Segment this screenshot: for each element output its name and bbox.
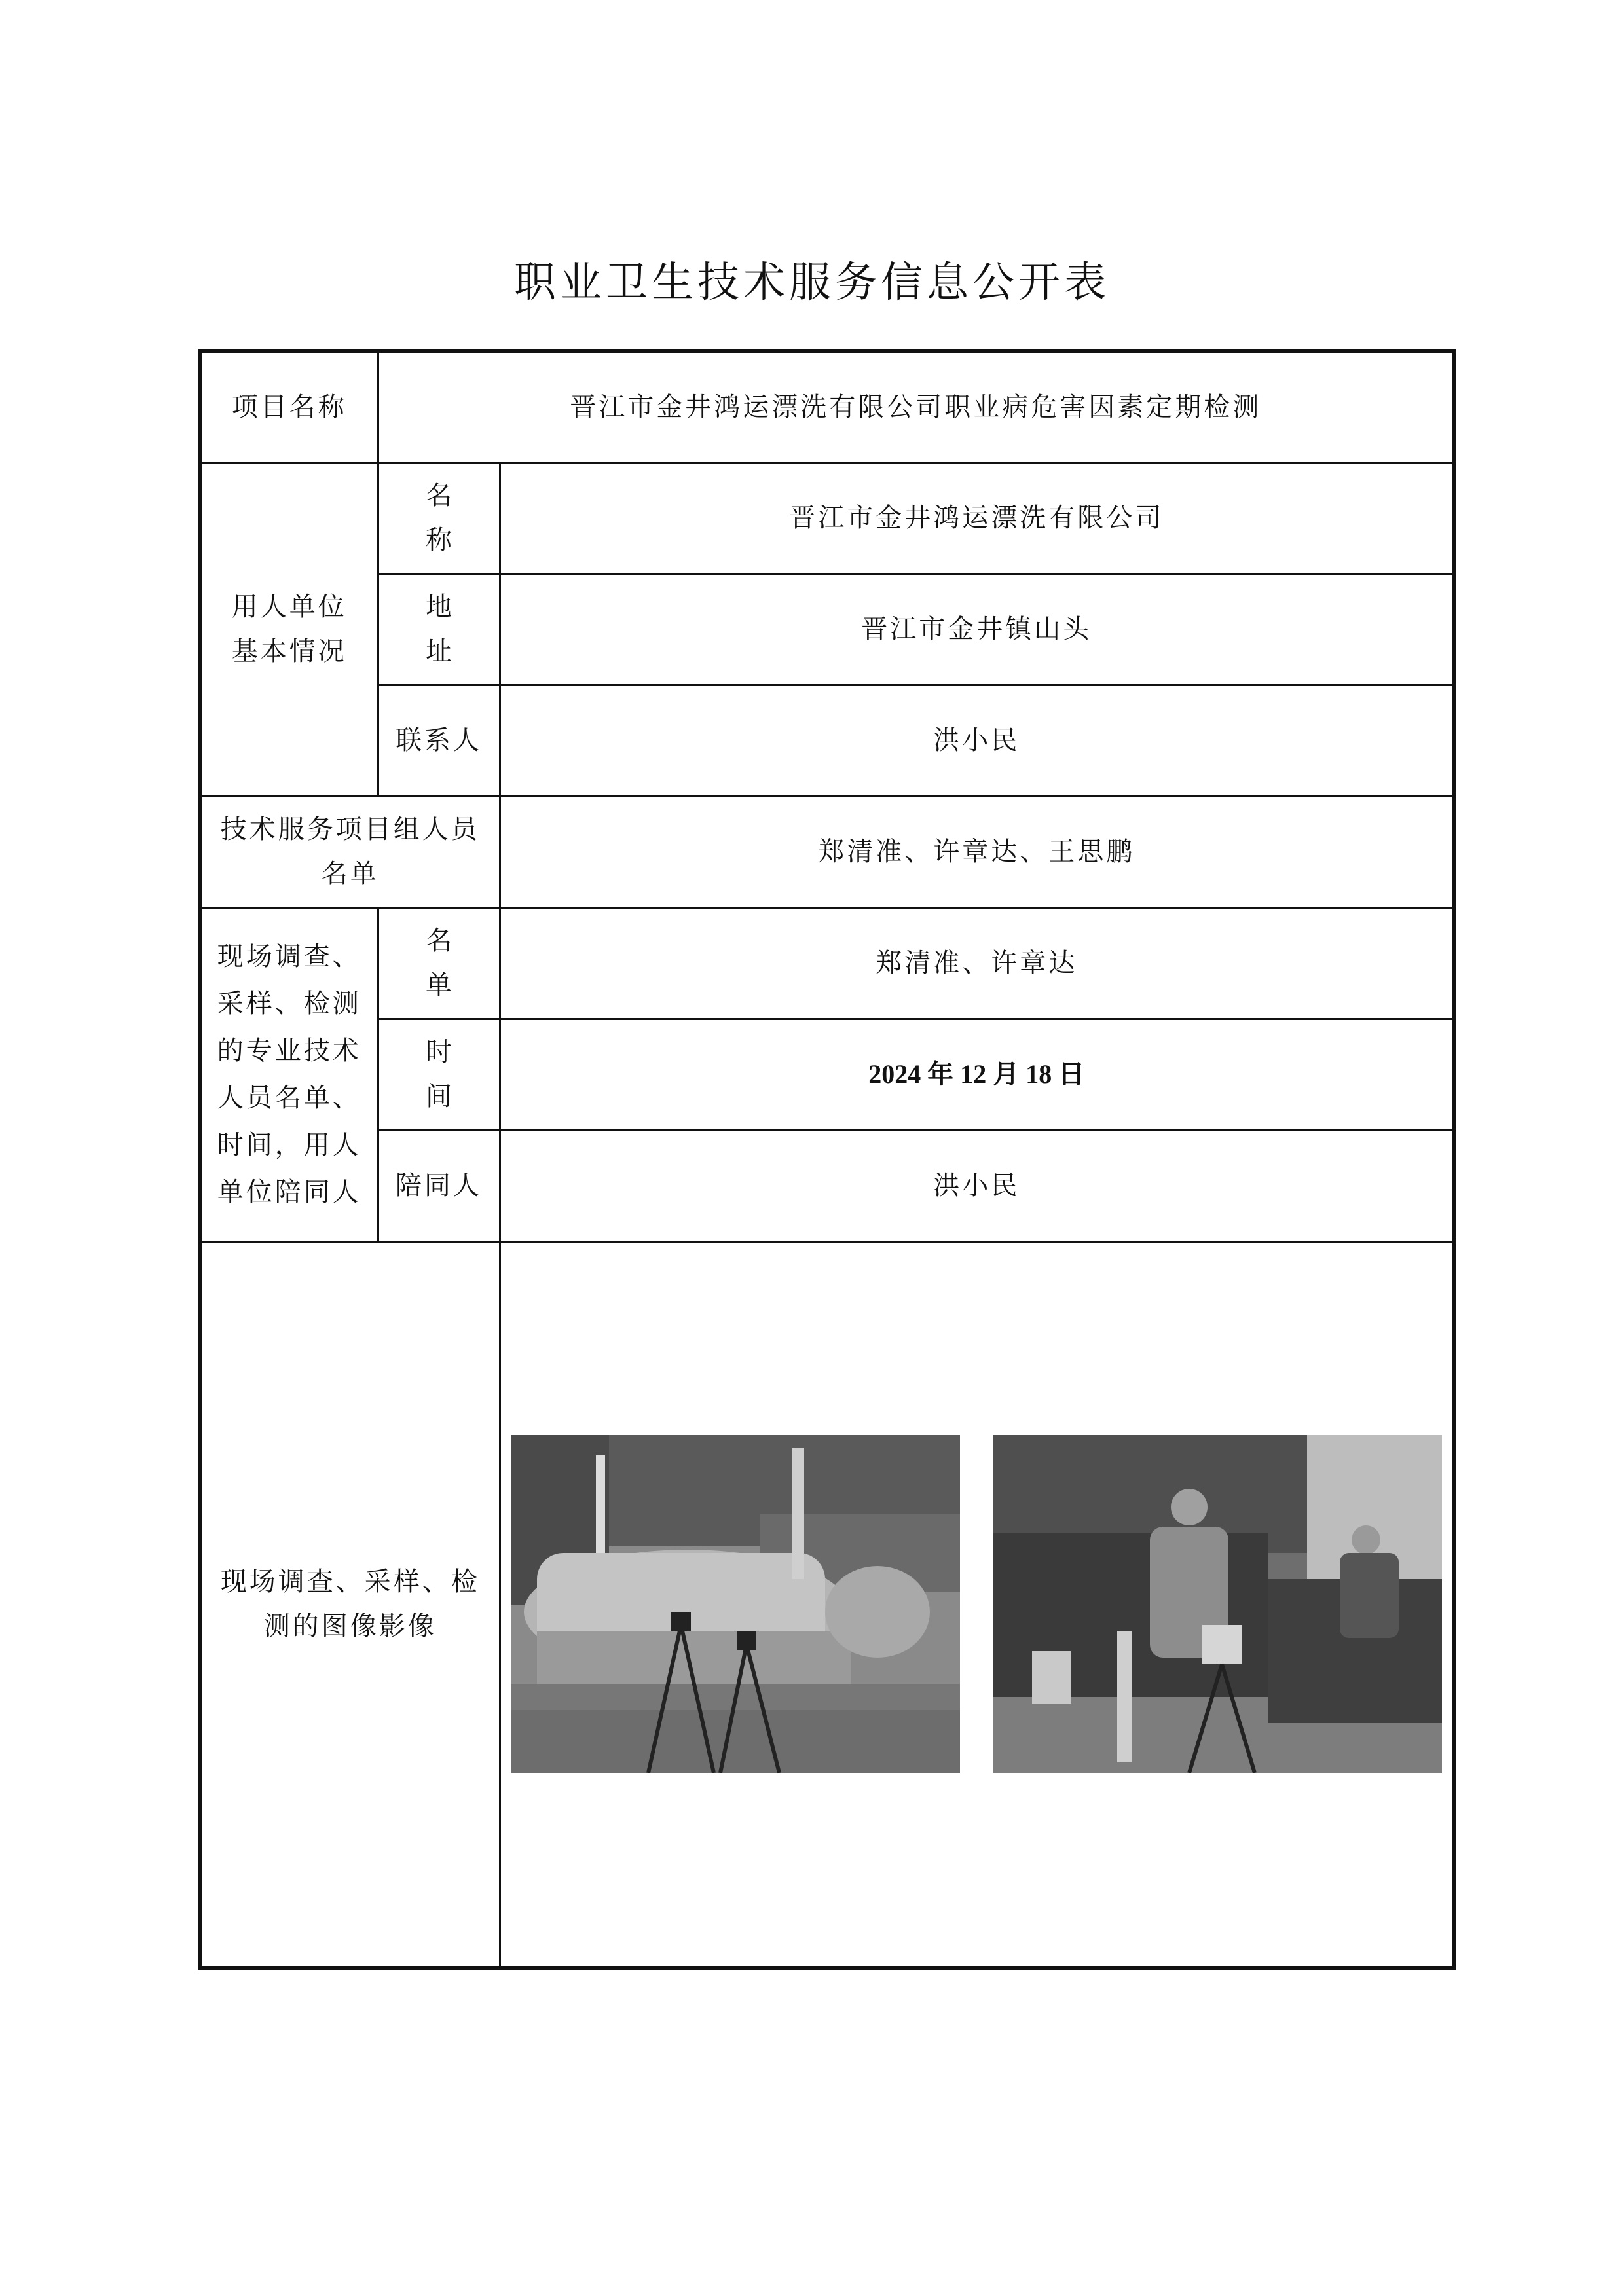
team-value: 郑清准、许章达、王思鹏 bbox=[500, 796, 1454, 907]
employer-address-label: 地 址 bbox=[378, 574, 500, 685]
row-site-time bbox=[200, 1019, 1454, 1130]
row-project bbox=[200, 351, 1454, 462]
site-escort: 洪小民 bbox=[500, 1130, 1454, 1241]
images-cell bbox=[500, 1241, 1454, 1968]
site-time-label: 时 间 bbox=[378, 1019, 500, 1130]
employer-name-label: 名 称 bbox=[378, 462, 500, 574]
row-employer-name bbox=[200, 462, 1454, 574]
row-images bbox=[200, 1241, 1454, 1968]
site-list-label: 名 单 bbox=[378, 907, 500, 1019]
employer-name: 晋江市金井鸿运漂洗有限公司 bbox=[500, 462, 1454, 574]
row-team bbox=[200, 796, 1454, 907]
project-label: 项目名称 bbox=[200, 351, 378, 462]
row-employer-contact bbox=[200, 685, 1454, 796]
photo-group bbox=[507, 1435, 1447, 1773]
info-table bbox=[198, 349, 1456, 1970]
site-time: 2024 年 12 月 18 日 bbox=[500, 1019, 1454, 1130]
team-label: 技术服务项目组人员名单 bbox=[200, 796, 500, 907]
photo-washing-machines bbox=[511, 1435, 960, 1773]
site-escort-label: 陪同人 bbox=[378, 1130, 500, 1241]
employer-label: 用人单位基本情况 bbox=[200, 462, 378, 796]
site-label: 现场调查、采样、检测的专业技术人员名单、时间，用人单位陪同人 bbox=[200, 907, 378, 1241]
images-label: 现场调查、采样、检测的图像影像 bbox=[200, 1241, 500, 1968]
employer-contact: 洪小民 bbox=[500, 685, 1454, 796]
project-value: 晋江市金井鸿运漂洗有限公司职业病危害因素定期检测 bbox=[378, 351, 1454, 462]
employer-address: 晋江市金井镇山头 bbox=[500, 574, 1454, 685]
row-employer-address bbox=[200, 574, 1454, 685]
employer-contact-label: 联系人 bbox=[378, 685, 500, 796]
page-title: 职业卫生技术服务信息公开表 bbox=[514, 259, 1110, 307]
row-site-list bbox=[200, 907, 1454, 1019]
photo-workers bbox=[993, 1435, 1442, 1773]
site-list: 郑清准、许章达 bbox=[500, 907, 1454, 1019]
row-site-escort bbox=[200, 1130, 1454, 1241]
